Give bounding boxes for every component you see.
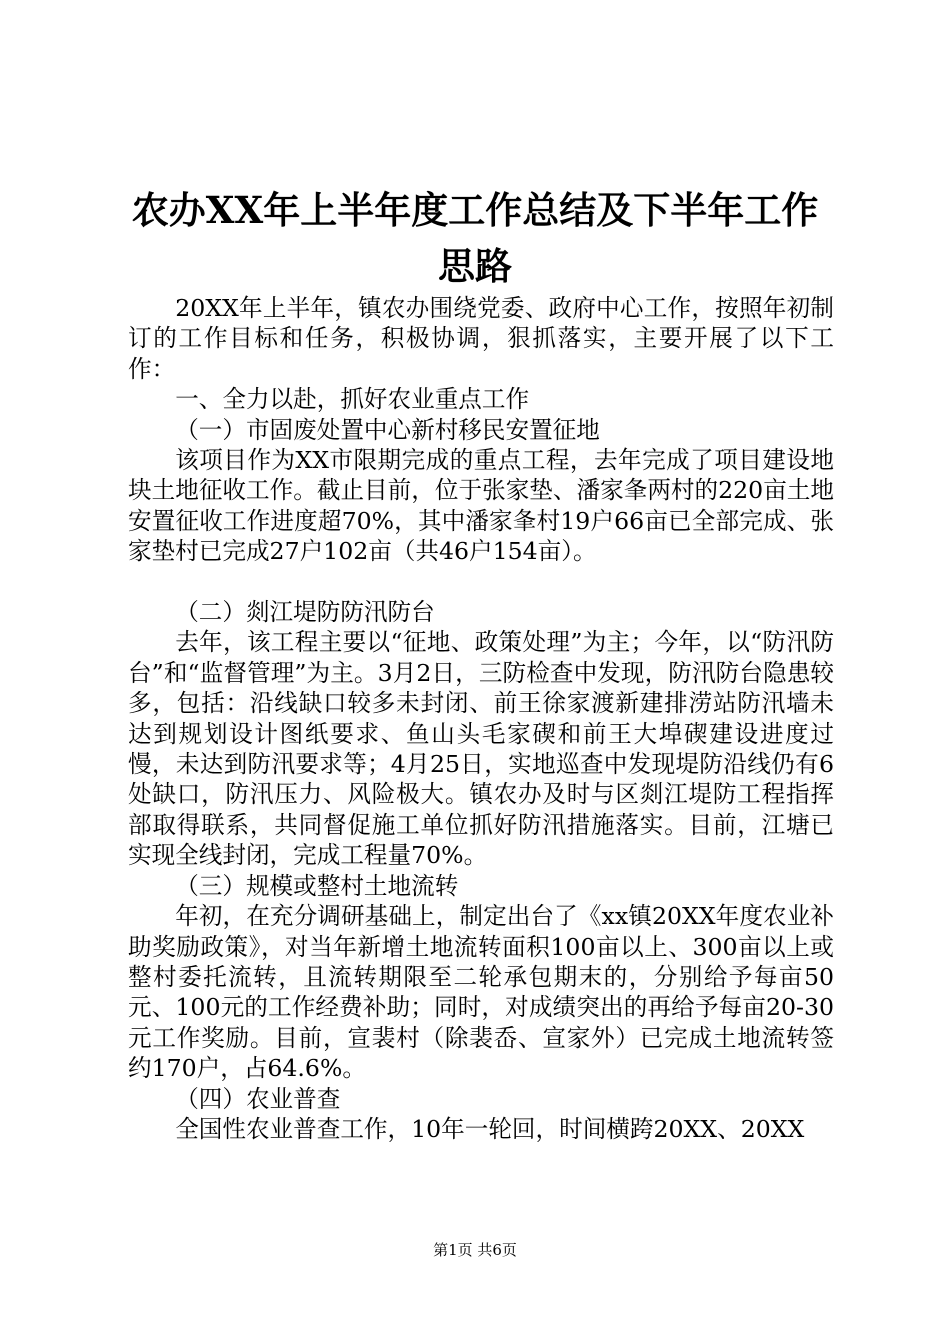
document-title: 农办XX年上半年度工作总结及下半年工作思路 <box>131 188 819 288</box>
intro-paragraph: 20XX年上半年，镇农办围绕党委、政府中心工作，按照年初制订的工作目标和任务，积极协调，狠抓落实，主要开展了以下工作： <box>128 294 834 383</box>
subsection-heading-2: （二）剡江堤防防汛防台 <box>175 598 435 627</box>
section-heading-1: 一、全力以赴，抓好农业重点工作 <box>175 385 530 414</box>
subsection-heading-4: （四）农业普查 <box>175 1084 341 1113</box>
page-number: 第1页 共6页 <box>433 1241 517 1259</box>
blank-line <box>128 567 834 597</box>
paragraph-flood-control: 去年，该工程主要以“征地、政策处理”为主；今年，以“防汛防台”和“监督管理”为主。3月2日，三防检查中发现，防汛防台隐患较多，包括：沿线缺口较多未封闭、前王徐家渡新建排涝站防汛墙未达到规划设计图纸要求、鱼山头毛家碶和前王大埠碶建设进度过慢，未达到防汛要求等；4月25日，实地巡查中发现堤防沿线仍有6处缺口，防汛压力、风险极大。镇农办及时与区剡江堤防工程指挥部取得联系，共同督促施工单位抓好防汛措施落实。目前，江塘已实现全线封闭，完成工程量70%。 <box>128 628 834 870</box>
document-body <box>128 293 834 1144</box>
paragraph-census: 全国性农业普查工作，10年一轮回，时间横跨20XX、20XX <box>175 1114 805 1143</box>
paragraph-resettlement: 该项目作为XX市限期完成的重点工程，去年完成了项目建设地块土地征收工作。截止目前，位于张家垫、潘家夆两村的220亩土地安置征收工作进度超70%，其中潘家夆村19户66亩已全部完成、张家垫村已完成27户102亩（共46户154亩）。 <box>128 446 834 566</box>
subsection-heading-3: （三）规模或整村土地流转 <box>175 871 459 900</box>
paragraph-land-transfer: 年初，在充分调研基础上，制定出台了《xx镇20XX年度农业补助奖励政策》，对当年新增土地流转面积100亩以上、300亩以上或整村委托流转，且流转期限至二轮承包期末的，分别给予每亩50元、100元的工作经费补助；同时，对成绩突出的再给予每亩20-30元工作奖励。目前，宣裴村（除裴岙、宣家外）已完成土地流转签约170户，占64.6%。 <box>128 902 834 1083</box>
subsection-heading-1: （一）市固废处置中心新村移民安置征地 <box>175 415 600 444</box>
